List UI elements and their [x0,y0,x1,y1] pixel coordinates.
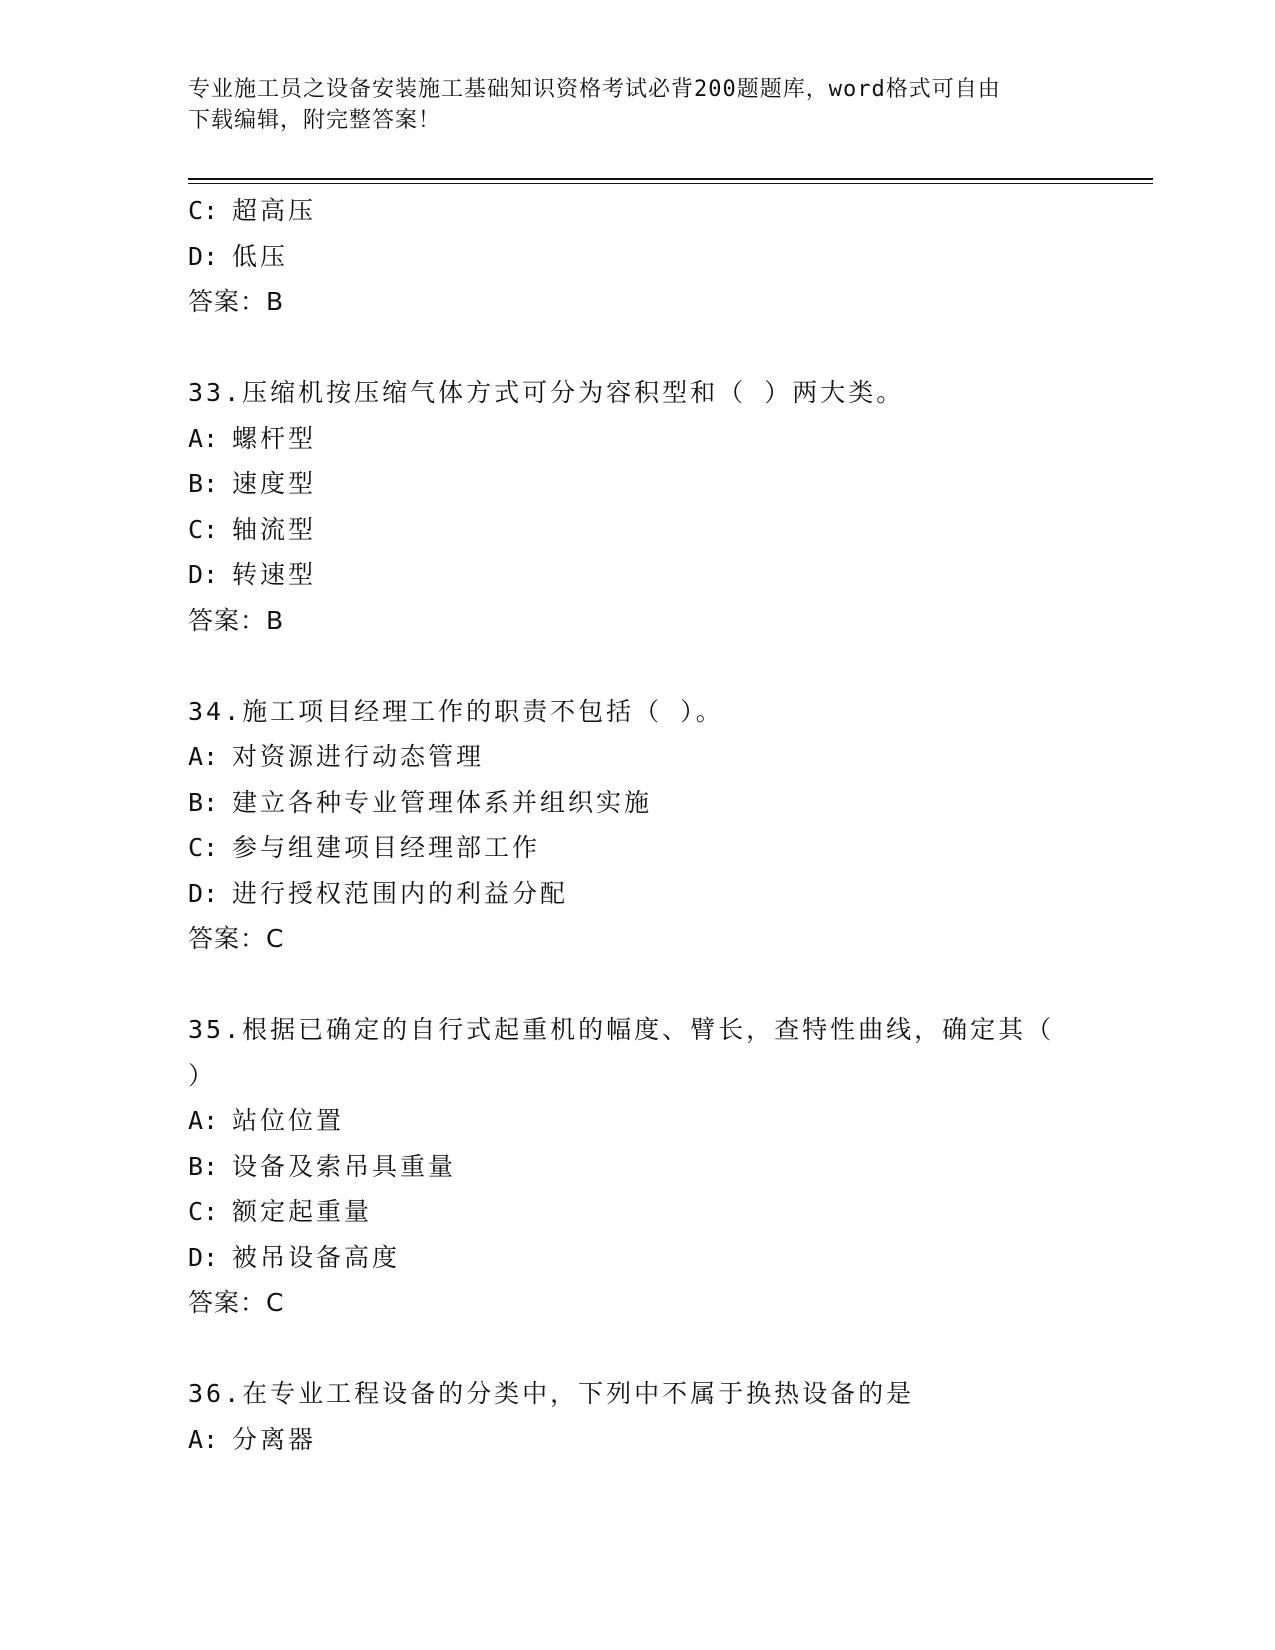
option-key: B: [188,1151,219,1181]
header-title-line-1: 专业施工员之设备安装施工基础知识资格考试必背200题题库，word格式可自由 [188,77,1001,102]
option-key: C: [188,833,219,862]
option-a [188,1417,1088,1463]
option-c [188,825,1088,871]
option-key: D: [188,560,219,589]
option-key: D: [188,1242,219,1272]
option-text: 对资源进行动态管理 [232,742,485,771]
answer-line: 答案：B [188,287,285,316]
option-key: D: [188,878,219,908]
option-text: 参与组建项目经理部工作 [232,833,541,862]
option-d [188,234,1088,280]
option-key: C: [188,514,219,544]
option-b [188,1144,1088,1190]
document-header [188,74,1068,136]
option-key: C: [188,196,219,225]
option-key: A: [188,1424,219,1454]
option-text: 超高压 [232,196,317,225]
option-a [188,416,1088,462]
option-text: 站位位置 [232,1106,345,1135]
question-stem: 34.施工项目经理工作的职责不包括（ ）。 [188,696,724,726]
question-stem: 36.在专业工程设备的分类中，下列中不属于换热设备的是 [188,1379,915,1408]
option-text: 轴流型 [232,514,317,544]
option-text: 被吊设备高度 [232,1242,401,1272]
option-text: 低压 [232,241,289,271]
header-divider-thin [188,183,1153,184]
option-d [188,1235,1088,1281]
option-b [188,461,1088,507]
option-key: A: [188,423,219,453]
option-b [188,780,1088,826]
option-c [188,1189,1088,1235]
spacer [188,1326,1088,1372]
question-36 [188,1371,1088,1462]
option-key: C: [188,1197,219,1226]
option-d [188,552,1088,598]
option-key: B: [188,787,219,817]
option-text: 转速型 [232,560,317,589]
option-a [188,1098,1088,1144]
option-text: 速度型 [232,469,317,498]
option-key: D: [188,241,219,271]
option-c [188,507,1088,553]
option-text: 螺杆型 [232,423,317,453]
option-text: 进行授权范围内的利益分配 [232,878,569,908]
question-stem: 35.根据已确定的自行式起重机的幅度、臂长，查特性曲线，确定其（ [188,1015,1055,1044]
option-c [188,188,1088,234]
spacer [188,325,1088,371]
answer-line: 答案：B [188,605,285,635]
option-key: A: [188,1106,219,1135]
option-text: 额定起重量 [232,1197,373,1226]
option-text: 分离器 [232,1424,317,1454]
answer-line: 答案：C [188,1288,285,1317]
question-35 [188,1007,1088,1326]
option-key: B: [188,469,219,498]
option-a [188,734,1088,780]
spacer [188,643,1088,689]
header-divider-thick [188,178,1153,180]
option-text: 建立各种专业管理体系并组织实施 [232,787,653,817]
question-stem-continued: ） [188,1060,217,1090]
question-34 [188,689,1088,962]
option-text: 设备及索吊具重量 [232,1151,457,1181]
question-33 [188,370,1088,643]
question-list [188,188,1088,1462]
header-title-line-2: 下载编辑，附完整答案！ [188,108,442,133]
option-d [188,871,1088,917]
spacer [188,962,1088,1008]
option-key: A: [188,742,219,771]
question-stem: 33.压缩机按压缩气体方式可分为容积型和（ ）两大类。 [188,378,905,407]
answer-line: 答案：C [188,924,285,953]
question-32 [188,188,1088,325]
